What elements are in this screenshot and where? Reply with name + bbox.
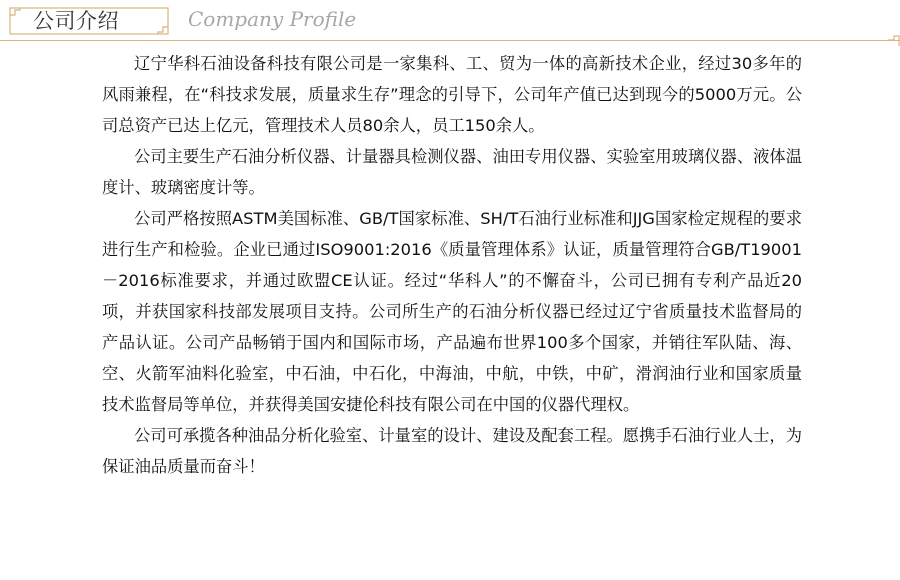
page-subtitle: Company Profile <box>188 7 357 31</box>
paragraph-intro: 辽宁华科石油设备科技有限公司是一家集科、工、贸为一体的高新技术企业，经过30多年的风雨兼程，在“科技求发展，质量求生存”理念的引导下，公司年产值已达到现今的5000万元。公司总资产已达上亿元，管理技术人员80余人，员工150余人。 <box>102 54 802 135</box>
header-divider <box>0 40 900 41</box>
paragraph-services: 公司可承揽各种油品分析化验室、计量室的设计、建设及配套工程。愿携手石油行业人士，为保证油品质量而奋斗！ <box>102 426 802 476</box>
title-frame <box>9 7 169 35</box>
paragraph-standards: 公司严格按照ASTM美国标准、GB/T国家标准、SH/T石油行业标准和JJG国家检定规程的要求进行生产和检验。企业已通过ISO9001:2016《质量管理体系》认证，质量管理符合GB/T19001－2016标准要求，并通过欧盟CE认证。经过“华科人”的不懈奋斗，公司已拥有专利产品近20项，并获国家科技部发展项目支持。公司所生产的石油分析仪器已经过辽宁省质量技术监督局的产品认证。公司产品畅销于国内和国际市场，产品遍布世界100多个国家，并销往军队陆、海、空、火箭军油料化验室，中石油，中石化，中海油，中航，中铁，中矿，滑润油行业和国家质量技术监督局等单位，并获得美国安捷伦科技有限公司在中国的仪器代理权。 <box>102 209 802 414</box>
paragraph-products: 公司主要生产石油分析仪器、计量器具检测仪器、油田专用仪器、实验室用玻璃仪器、液体温度计、玻璃密度计等。 <box>102 147 802 197</box>
profile-text <box>102 48 802 482</box>
page-title: 公司介绍 <box>33 9 119 33</box>
section-header <box>0 0 900 44</box>
divider-ornament-icon <box>888 35 900 47</box>
